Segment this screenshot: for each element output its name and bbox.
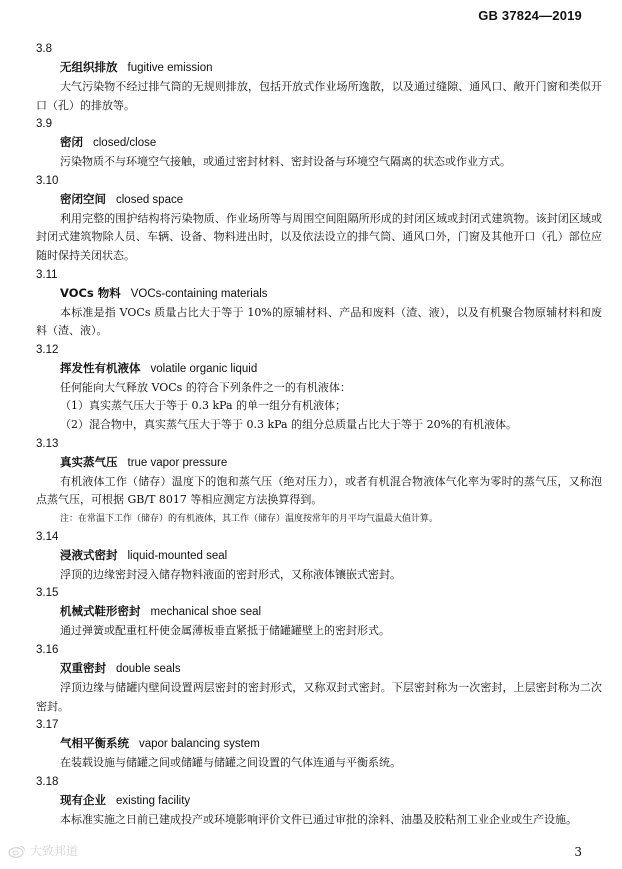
term-title-zh: 挥发性有机液体 [60,360,141,375]
term-number: 3.12 [36,343,59,356]
term-number: 3.11 [36,268,58,281]
term-title-zh: 密闭 [60,135,83,150]
term-definition: 污染物质不与环境空气接触，或通过密封材料、密封设备与环境空气隔离的状态或作业方式。 [60,155,511,169]
term-number: 3.13 [36,437,59,450]
term-title [36,659,602,679]
watermark-text: 大致邦道 [30,844,79,858]
term-title [36,359,602,379]
term-title-zh: 机械式鞋形密封 [60,604,141,619]
term-definition: 本标准是指 VOCs 质量占比大于等于 10%的原辅材料、产品和废料（渣、液），以及有机聚合物原辅材料和废料（渣、液）。 [36,305,602,338]
term-definition: 浮顶的边缘密封浸入储存物料液面的密封形式，又称液体镶嵌式密封。 [60,567,401,581]
term-title [36,791,602,811]
term-title-en: liquid-mounted seal [127,549,228,562]
term-title [36,602,602,622]
term-title [36,190,602,210]
weibo-logo-icon [8,844,26,858]
term-3-10 [36,172,602,266]
term-3-13 [36,435,602,528]
term-title [36,284,602,304]
term-3-9 [36,115,602,172]
term-number: 3.14 [36,530,59,543]
term-title [36,133,602,153]
term-title-zh: 密闭空间 [60,191,106,206]
term-title-en: volatile organic liquid [150,362,258,375]
term-number: 3.9 [36,118,52,131]
term-title-zh: 无组织排放 [60,60,118,74]
term-number: 3.16 [36,643,59,656]
term-definition: 任何能向大气释放 VOCs 的符合下列条件之一的有机液体： [60,380,351,394]
page-number: 3 [574,845,582,859]
term-3-17 [36,716,602,773]
term-number: 3.18 [36,775,59,788]
term-title-zh: VOCs 物料 [60,285,121,300]
term-definition: 大气污染物不经过排气筒的无规则排放，包括开放式作业场所逸散，以及通过缝隙、通风口、敞开门窗和类似开口（孔）的排放等。 [36,80,602,112]
term-title [36,453,602,473]
term-3-12 [36,341,602,435]
term-title-zh: 双重密封 [60,660,106,675]
term-title-en: existing facility [116,794,191,807]
term-definition: 通过弹簧或配重杠杆使金属薄板垂直紧抵于储罐罐壁上的密封形式。 [60,624,390,638]
term-number: 3.15 [36,587,59,600]
term-title-en: double seals [116,662,181,675]
term-number: 3.10 [36,174,59,187]
definition-item: （2）混合物中，真实蒸气压大于等于 0.3 kPa 的组分总质量占比大于等于 20%的有机液体。 [60,417,518,431]
term-definition: 浮顶边缘与储罐内壁间设置两层密封的密封形式，又称双封式密封。下层密封称为一次密封，上层密封称为二次密封。 [36,680,602,713]
term-3-18 [36,773,602,830]
term-note: 注：在常温下工作（储存）的有机液体，其工作（储存）温度按常年的月平均气温最大值计算。 [60,513,439,524]
term-3-15 [36,584,602,641]
term-definition: 有机液体工作（储存）温度下的饱和蒸气压（绝对压力），或者有机混合物液体气化率为零时的蒸气压，又称泡点蒸气压，可根据 GB/T 8017 等相应测定方法换算得到。 [36,474,602,507]
term-title-zh: 现有企业 [60,792,106,807]
term-title-en: vapor balancing system [139,738,260,751]
definition-item: （1）真实蒸气压大于等于 0.3 kPa 的单一组分有机液体； [60,399,347,413]
term-title-en: closed/close [93,137,157,150]
term-3-16 [36,641,602,716]
term-definition: 利用完整的围护结构将污染物质、作业场所等与周围空间阻隔所形成的封闭区域或封闭式建筑物。该封闭区域或封闭式建筑物除人员、车辆、设备、物料进出时，以及依法设立的排气筒、通风口外，门窗及其他开口（孔）部位应随时保持关闭状态。 [36,211,602,262]
term-title-en: VOCs-containing materials [130,287,268,300]
standard-code: GB 37824—2019 [478,8,582,23]
terms-section [36,40,602,829]
term-number: 3.17 [36,719,59,732]
term-title-en: mechanical shoe seal [150,606,262,619]
term-title [36,58,602,78]
term-number: 3.8 [36,43,52,55]
watermark [8,842,78,859]
term-title-en: closed space [116,193,184,206]
term-title-zh: 气相平衡系统 [60,736,129,751]
term-title-zh: 浸液式密封 [60,547,118,562]
term-title [36,546,602,566]
term-title [36,734,602,754]
term-title-zh: 真实蒸气压 [60,454,118,469]
term-title-en: true vapor pressure [127,456,228,469]
term-definition: 在装载设施与储罐之间或储罐与储罐之间设置的气体连通与平衡系统。 [60,756,401,770]
term-title-en: fugitive emission [127,62,213,74]
term-3-11 [36,266,602,341]
term-3-8 [36,40,602,115]
term-definition: 本标准实施之日前已建成投产或环境影响评价文件已通过审批的涂料、油墨及胶粘剂工业企业或生产设施。 [60,812,577,826]
term-3-14 [36,528,602,585]
